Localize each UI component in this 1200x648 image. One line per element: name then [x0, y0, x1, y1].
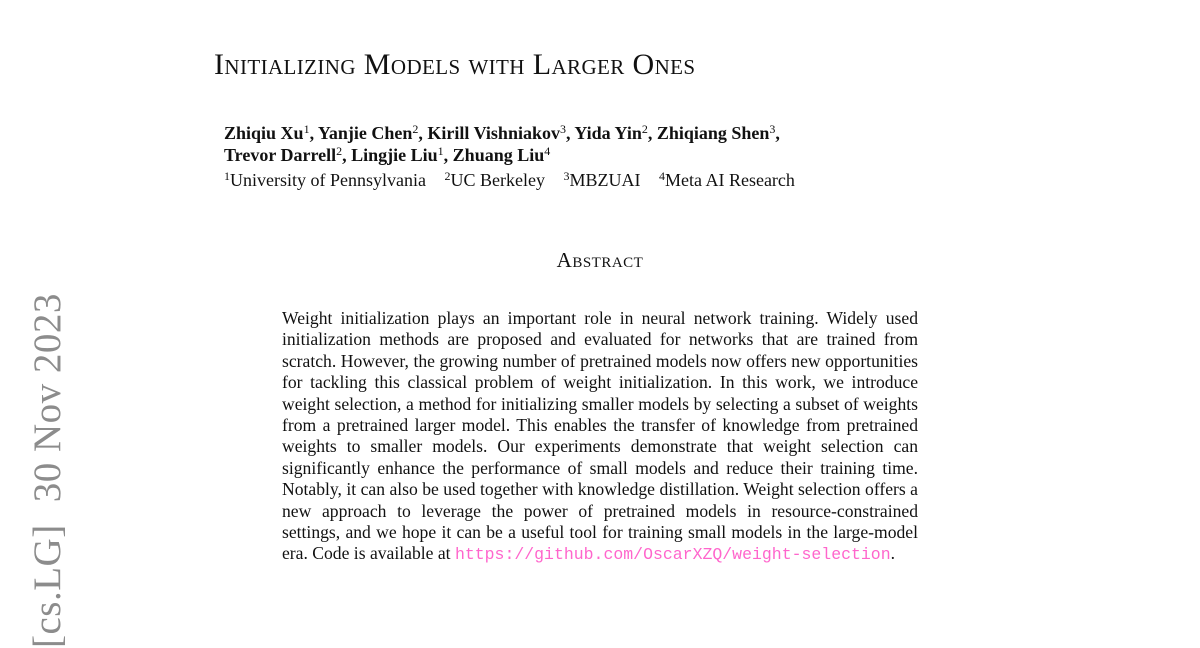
- author: Kirill Vishniakov$^3$,: [427, 122, 575, 143]
- author: Yida Yin$^2$,: [574, 122, 657, 143]
- arxiv-category: [cs.LG]: [26, 524, 69, 648]
- author: Zhiqiang Shen$^3$,: [656, 122, 780, 143]
- author: Zhuang Liu$^4$: [452, 144, 551, 165]
- affiliation: $^2$UC Berkeley: [444, 169, 545, 190]
- abstract-body: Weight initialization plays an important role in neural network training. Widely used initialization methods are proposed and evaluated for networks that are trained from scratch. However, the growing number of pretrained models now offers new opportunities for tackling this classical problem of weight initialization. In this work, we introduce weight selection, a method for initializing smaller models by selecting a subset of weights from a pretrained larger model. This enables the transfer of knowledge from pretrained weights to smaller models. Our experiments demonstrate that weight selection can significantly enhance the performance of small models and reduce their training time. Notably, it can also be used together with knowledge distillation. Weight selection offers a new approach to leverage the power of pretrained models in resource-constrained settings, and we hope it can be a useful tool for training small models in the large-model era. Code is available at: [282, 308, 918, 564]
- arxiv-date: 30 Nov 2023: [26, 293, 69, 503]
- author: Yanjie Chen$^2$,: [317, 122, 428, 143]
- affiliation: $^3$MBZUAI: [563, 169, 641, 190]
- affiliation: $^4$Meta AI Research: [658, 169, 795, 190]
- author-list: [224, 122, 924, 166]
- affiliation-list: [224, 170, 809, 191]
- paper-title: Initializing Models with Larger Ones: [214, 48, 696, 81]
- arxiv-stamp: [28, 293, 68, 648]
- abstract-heading: Abstract: [556, 248, 644, 272]
- author: Zhiqiu Xu$^1$,: [224, 122, 318, 143]
- abstract-text: Weight initialization plays an important role in neural network training. Widely used initialization methods are proposed and evaluated for networks that are trained from scratch. However, the growing number of pretrained models now offers new opportunities for tackling this classical problem of weight initialization. In this work, we introduce weight selection, a method for initializing smaller models by selecting a subset of weights from a pretrained larger model. This enables the transfer of knowledge from pretrained weights to smaller models. Our experiments demonstrate that weight selection can significantly enhance the performance of small models and reduce their training time. Notably, it can also be used together with knowledge distillation. Weight selection offers a new approach to leverage the power of pretrained models in resource-constrained settings, and we hope it can be a useful tool for training small models in the large-model era. Code is available at https://github.com/OscarXZQ/weight-selection.: [282, 308, 918, 565]
- author: Lingjie Liu$^1$,: [351, 144, 453, 165]
- author: Trevor Darrell$^2$,: [224, 144, 352, 165]
- affiliation: $^1$University of Pennsylvania: [224, 169, 426, 190]
- code-link[interactable]: https://github.com/OscarXZQ/weight-selection: [454, 545, 891, 565]
